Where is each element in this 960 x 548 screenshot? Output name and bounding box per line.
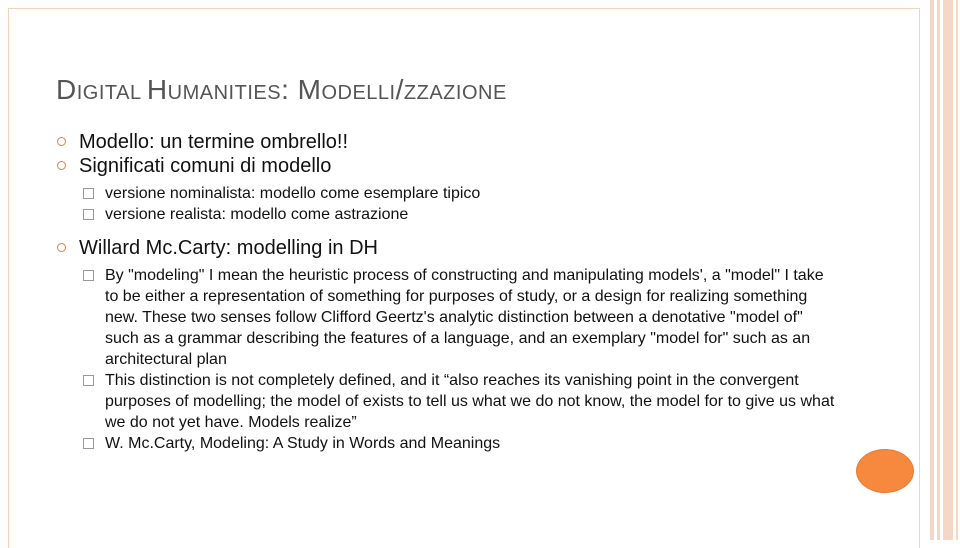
square-bullet-icon bbox=[83, 188, 94, 199]
square-bullet-icon bbox=[83, 209, 94, 220]
circle-bullet-icon bbox=[57, 243, 66, 252]
bullet-text: Significati comuni di modello bbox=[79, 155, 332, 177]
sub-bullet-item bbox=[57, 204, 837, 225]
sub-bullet-text: By "modeling" I mean the heuristic process of constructing and manipulating models', a "model" I take to be either a representation of something for purposes of study, or a design for realizing something new. These two senses follow Clifford Geertz's analytic distinction between a denotative "model of" such as a grammar describing the features of a language, and an exemplary "model for" such as an architectural plan bbox=[105, 267, 824, 368]
slide-nav-circle-button[interactable] bbox=[856, 449, 914, 493]
bullet-item bbox=[57, 154, 837, 178]
sub-bullet-text: This distinction is not completely defined, and it “also reaches its vanishing point in the convergent purposes of modelling; the model of exists to tell us what we do not know, the model for to give us what we do not yet have. Models realize” bbox=[105, 372, 835, 431]
sub-bullet-item bbox=[57, 370, 837, 433]
square-bullet-icon bbox=[83, 270, 94, 281]
sub-bullet-text: W. Mc.Carty, Modeling: A Study in Words and Meanings bbox=[105, 435, 501, 452]
bullet-item bbox=[57, 236, 837, 260]
slide-content bbox=[57, 130, 837, 454]
sub-bullet-text: versione realista: modello come astrazione bbox=[105, 206, 409, 223]
square-bullet-icon bbox=[83, 375, 94, 386]
circle-bullet-icon bbox=[57, 161, 66, 170]
decorative-side-stripes bbox=[928, 0, 960, 540]
square-bullet-icon bbox=[83, 438, 94, 449]
slide-title: DIGITAL HUMANITIES: MODELLI/ZZAZIONE bbox=[56, 74, 507, 105]
bullet-text: Modello: un termine ombrello!! bbox=[79, 131, 349, 153]
sub-bullet-text: versione nominalista: modello come esemplare tipico bbox=[105, 185, 481, 202]
bullet-item bbox=[57, 130, 837, 154]
sub-bullet-item bbox=[57, 433, 837, 454]
sub-bullet-item bbox=[57, 265, 837, 370]
bullet-text: Willard Mc.Carty: modelling in DH bbox=[79, 237, 378, 259]
circle-bullet-icon bbox=[57, 137, 66, 146]
sub-bullet-item bbox=[57, 183, 837, 204]
